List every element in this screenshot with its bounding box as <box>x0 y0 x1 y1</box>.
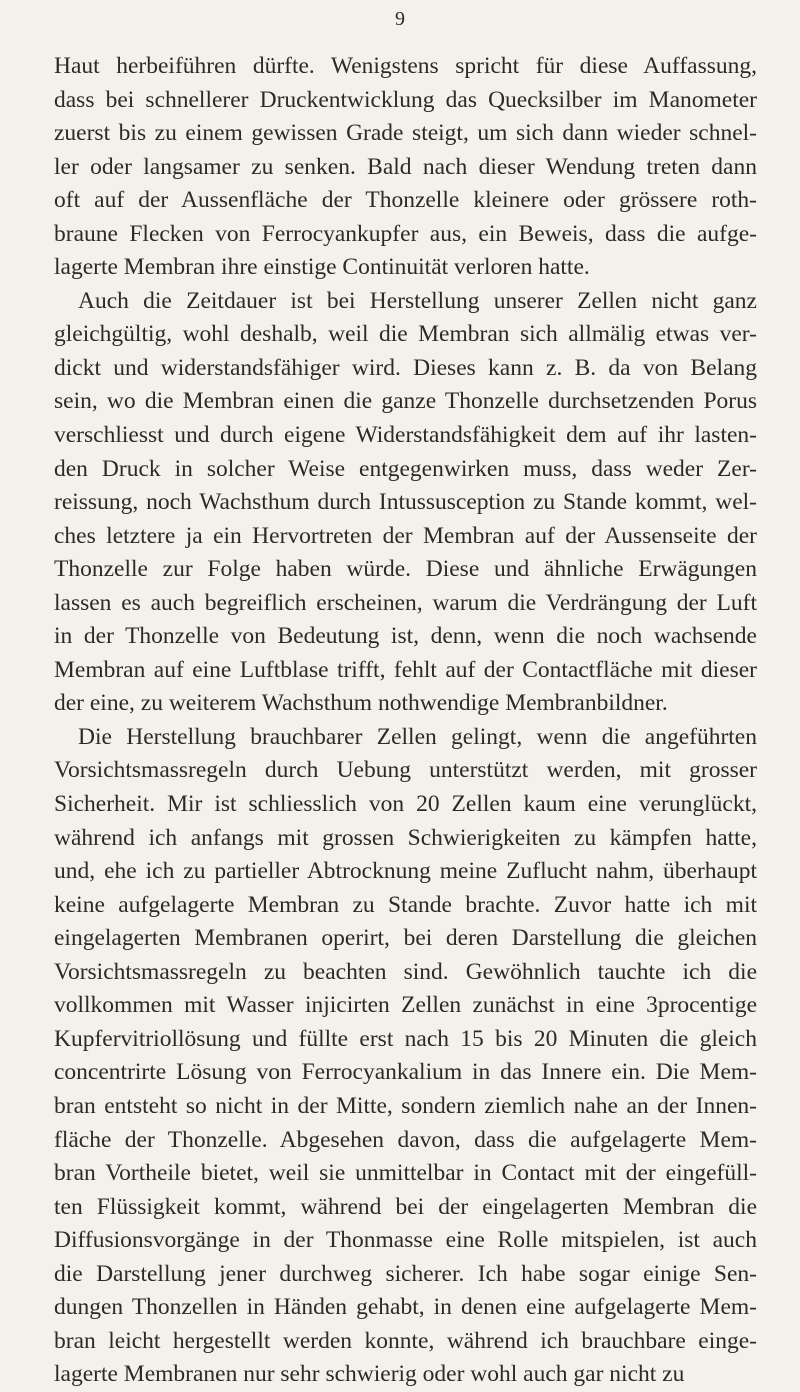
text-line: Membran auf eine Luftblase trifft, fehlt auf der Contactfläche mit dieser <box>54 656 757 683</box>
text-line: während ich anfangs mit grossen Schwierigkeiten zu kämpfen hatte, <box>54 824 757 851</box>
text-line: braune Flecken von Ferrocyankupfer aus, ein Beweis, dass die aufge- <box>54 220 757 247</box>
text-line: Kupfervitriollösung und füllte erst nach 15 bis 20 Minuten die gleich <box>54 1025 757 1052</box>
text-line: und, ehe ich zu partieller Abtrocknung meine Zuflucht nahm, überhaupt <box>54 858 757 885</box>
text-line: gleichgültig, wohl deshalb, weil die Membran sich allmälig etwas ver- <box>54 321 757 348</box>
text-line: Vorsichtsmassregeln durch Uebung unterstützt werden, mit grosser <box>54 757 757 784</box>
text-line: dass bei schnellerer Druckentwicklung das Quecksilber im Manometer <box>54 86 757 113</box>
text-line: bran entsteht so nicht in der Mitte, sondern ziemlich nahe an der Innen- <box>54 1092 757 1119</box>
text-line: eingelagerten Membranen operirt, bei deren Darstellung die gleichen <box>54 925 757 952</box>
text-line: reissung, noch Wachsthum durch Intussusception zu Stande kommt, wel- <box>54 489 757 516</box>
text-line: bran leicht hergestellt werden konnte, während ich brauchbare einge- <box>54 1327 757 1354</box>
text-line: ler oder langsamer zu senken. Bald nach dieser Wendung treten dann <box>54 153 757 180</box>
text-line: dungen Thonzellen in Händen gehabt, in denen eine aufgelagerte Mem- <box>54 1294 757 1321</box>
text-line: Vorsichtsmassregeln zu beachten sind. Gewöhnlich tauchte ich die <box>54 958 757 985</box>
text-line: Thonzelle zur Folge haben würde. Diese und ähnliche Erwägungen <box>54 556 757 583</box>
text-line: ches letztere ja ein Hervortreten der Membran auf der Aussenseite der <box>54 522 757 549</box>
text-line: lassen es auch begreiflich erscheinen, warum die Verdrängung der Luft <box>54 589 757 616</box>
body-text <box>54 50 757 1392</box>
text-line: Sicherheit. Mir ist schliesslich von 20 Zellen kaum eine verunglückt, <box>54 791 757 818</box>
page-number: 9 <box>395 8 405 30</box>
text-line: concentrirte Lösung von Ferrocyankalium in das Innere ein. Die Mem- <box>54 1059 757 1086</box>
text-line: zuerst bis zu einem gewissen Grade steigt, um sich dann wieder schnel- <box>54 120 757 147</box>
text-line: keine aufgelagerte Membran zu Stande brachte. Zuvor hatte ich mit <box>54 891 757 918</box>
text-line: bran Vortheile bietet, weil sie unmittelbar in Contact mit der eingefüll- <box>54 1160 757 1187</box>
text-line: in der Thonzelle von Bedeutung ist, denn, wenn die noch wachsende <box>54 623 757 650</box>
text-line: den Druck in solcher Weise entgegenwirken muss, dass weder Zer- <box>54 455 757 482</box>
text-line: oft auf der Aussenfläche der Thonzelle kleinere oder grössere roth- <box>54 187 757 214</box>
text-line: sein, wo die Membran einen die ganze Thonzelle durchsetzenden Porus <box>54 388 757 415</box>
paragraph-first-line: Haut herbeiführen dürfte. Wenigstens spricht für diese Auffassung, <box>54 53 757 79</box>
text-line: dickt und widerstandsfähiger wird. Dieses kann z. B. da von Belang <box>54 354 757 381</box>
paragraph-first-line: Auch die Zeitdauer ist bei Herstellung unserer Zellen nicht ganz <box>78 287 757 314</box>
text-line: lagerte Membranen nur sehr schwierig oder wohl auch gar nicht zu <box>54 1361 685 1388</box>
text-line: die Darstellung jener durchweg sicherer. Ich habe sogar einige Sen- <box>54 1260 757 1287</box>
text-line: lagerte Membran ihre einstige Continuität verloren hatte. <box>54 254 590 281</box>
text-line: ten Flüssigkeit kommt, während bei der eingelagerten Membran die <box>54 1193 757 1220</box>
text-line: fläche der Thonzelle. Abgesehen davon, dass die aufgelagerte Mem- <box>54 1126 757 1153</box>
paragraph-first-line: Die Herstellung brauchbarer Zellen gelingt, wenn die angeführten <box>78 723 757 750</box>
text-line: vollkommen mit Wasser injicirten Zellen zunächst in eine 3procentige <box>54 992 757 1019</box>
text-line: der eine, zu weiterem Wachsthum nothwendige Membranbildner. <box>54 690 668 717</box>
text-line: verschliesst und durch eigene Widerstandsfähigkeit dem auf ihr lasten- <box>54 422 757 449</box>
text-line: Diffusionsvorgänge in der Thonmasse eine Rolle mitspielen, ist auch <box>54 1227 757 1254</box>
